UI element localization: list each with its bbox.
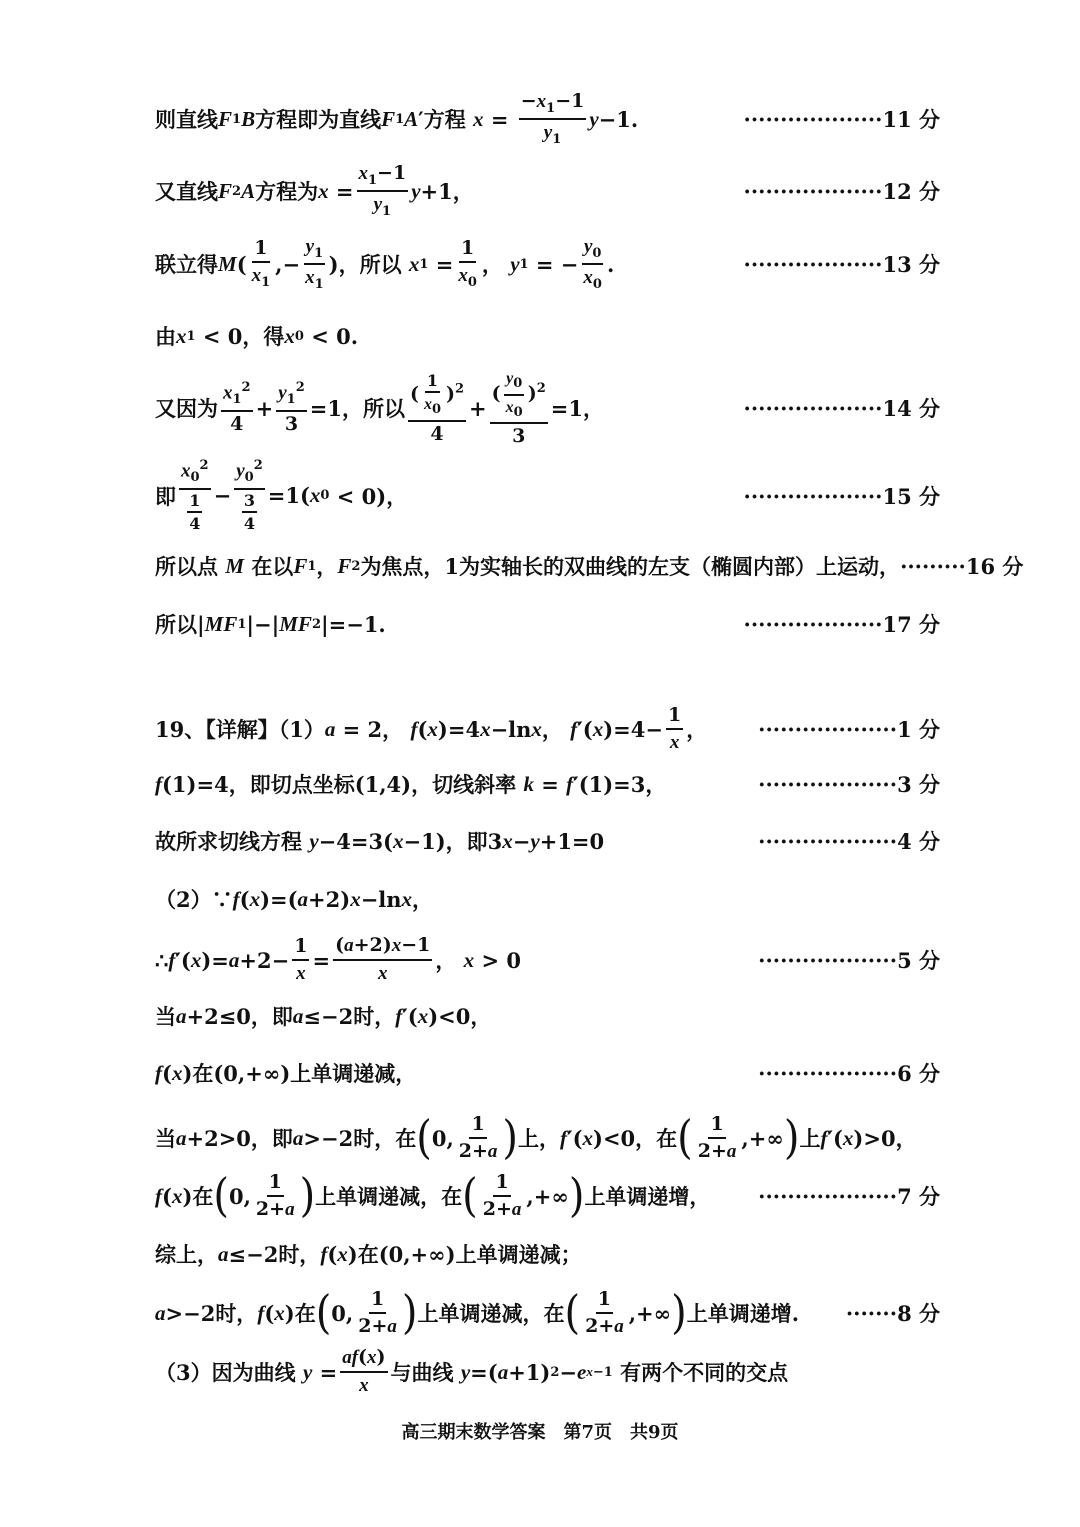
solution-line-17: 所以 | MF 1 |−| MF 2 |=−1. ···················17 分	[155, 606, 940, 642]
line-text: 所以	[155, 612, 197, 637]
problem19-case2: 当 a +2>0 ，即 a >−2 时，在 ( 0, $\frac{1}{2+a}$ ) 上， f ′( x )<0 ，在 ( $\frac{1}{2+a}$ ,+∞ ) 上 f ′( x )>0，	[155, 1111, 917, 1165]
line-text: 由	[155, 324, 176, 349]
dot-leader: ···················	[758, 829, 898, 854]
line-text: 在以	[251, 554, 294, 579]
problem19-part2: （2）∵ f ( x )=( a +2) x −ln x ，	[155, 881, 940, 917]
score-label: 11 分	[882, 107, 940, 132]
solution-line-15: 即 $\frac{x_0^2}{\frac{1}{4}}$ − $\frac{y_0^2}{\frac{3}{4}}$ =1( x 0 < 0)， ···················15 分	[155, 458, 940, 534]
score-label: 1 分	[897, 717, 940, 742]
line-text: ，切线斜率	[411, 772, 517, 797]
line-text: ，即切点坐标	[228, 772, 355, 797]
solution-line-sign: 由 x 1 < 0 ，得 x 0 < 0 .	[155, 318, 940, 354]
problem19-derivative: ∴ f ′( x )= a +2− $\frac{1}{x}$ = $\frac{(a+2)x-1}{x}$ ， x > 0 ···················5 分	[155, 934, 940, 984]
line-text: 联立得	[155, 252, 218, 277]
problem19-part1: 19、【详解】（1） a = 2， f ( x )=4 x −ln x ， f ′( x )=4− $\frac{1}{x}$ ， ···················1 分	[155, 703, 940, 753]
problem19-case1-result: f ( x ) 在 (0,+∞) 上单调递减， ···················6 分	[155, 1055, 940, 1091]
dot-leader: ···················	[743, 396, 883, 421]
line-text: ∴	[155, 947, 169, 973]
line-text: 上，	[518, 1126, 561, 1151]
line-text: 则直线	[155, 107, 218, 132]
line-text: 上单调递减，在	[315, 1184, 463, 1209]
line-text: 综上，	[155, 1242, 218, 1267]
problem19-tangent-point: f (1)=4 ，即切点坐标 (1,4) ，切线斜率 k = f ′(1)=3， ···················3 分	[155, 766, 940, 802]
dot-leader: ···················	[743, 612, 883, 637]
score-label: 5 分	[897, 948, 940, 973]
score-label: 16 分	[965, 554, 1024, 579]
line-text: 时，	[278, 1242, 321, 1267]
line-text: 上单调递增.	[686, 1301, 800, 1326]
line-text: 在	[192, 1061, 214, 1086]
line-text: 在	[294, 1301, 316, 1326]
dot-leader: ···················	[758, 772, 898, 797]
score-label: 6 分	[897, 1061, 940, 1086]
score-label: 4 分	[897, 829, 940, 854]
line-text: 上单调递减，在	[417, 1301, 565, 1326]
line-text: 上单调递减；	[455, 1242, 582, 1267]
dot-leader: ···················	[743, 484, 883, 509]
line-text: ，在	[635, 1126, 678, 1151]
line-text: 当	[155, 1126, 176, 1151]
line-text: 上单调递减，	[290, 1061, 417, 1086]
line-text: 时，	[215, 1301, 258, 1326]
line-text: 当	[155, 1004, 176, 1029]
dot-leader: ···················	[758, 1184, 898, 1209]
score-label: 8 分	[897, 1301, 940, 1326]
problem19-case2-result: f ( x ) 在 ( 0, $\frac{1}{2+a}$ ) 上单调递减，在 ( $\frac{1}{2+a}$ ,+∞ ) 上单调递增， ···················7 分	[155, 1169, 940, 1223]
problem19-case1: 当 a +2≤0 ，即 a ≤−2 时， f ′( x )<0，	[155, 998, 940, 1034]
line-text: 时，	[353, 1004, 396, 1029]
line-text: 与曲线	[390, 1360, 454, 1385]
problem19-summary: 综上， a ≤−2 时， f ( x ) 在 (0,+∞) 上单调递减；	[155, 1236, 940, 1272]
solution-line-11: 则直线 F 1 B 方程即为直线 F 1 A ′ 方程 x = $\frac{-x_1-1}{y_1}$ y −1. ···················11 分	[155, 89, 940, 147]
problem19-tangent-line: 故所求切线方程 y −4=3( x −1) ，即 3 x − y +1=0 ···················4 分	[155, 823, 940, 859]
dot-leader: ·········	[900, 554, 966, 579]
score-label: 12 分	[882, 179, 940, 204]
line-text: 19、【详解】（1）	[155, 717, 325, 742]
line-text: 即	[155, 483, 176, 509]
line-text: ，所以	[338, 252, 402, 277]
line-text: 时，在	[353, 1126, 417, 1151]
line-text: 方程即为直线	[255, 107, 382, 132]
dot-leader: ···················	[743, 252, 883, 277]
line-text: ，即	[250, 1126, 293, 1151]
problem19-summary-2: a >−2 时， f ( x ) 在 ( 0, $\frac{1}{2+a}$ ) 上单调递减，在 ( $\frac{1}{2+a}$ ,+∞ ) 上单调递增. ·······8 分	[155, 1286, 940, 1340]
dot-leader: ·······	[845, 1301, 898, 1326]
line-text: （3）因为曲线	[155, 1360, 296, 1385]
score-label: 13 分	[882, 252, 940, 277]
page-footer: 高三期末数学答案 第7页 共9页	[401, 1422, 679, 1443]
line-text: 为焦点，1为实轴长的双曲线的左支（椭圆内部）上运动，	[360, 554, 901, 579]
dot-leader: ···················	[743, 179, 883, 204]
solution-line-12: 又直线 F 2 A 方程为 x = $\frac{x_1-1}{y_1}$ y +1， ···················12 分	[155, 161, 940, 219]
score-label: 14 分	[882, 396, 940, 421]
line-text: 在	[357, 1242, 379, 1267]
dot-leader: ···················	[758, 1061, 898, 1086]
problem19-part3: （3）因为曲线 y = $\frac{af(x)}{x}$ 与曲线 y =( a +1) 2 − e x−1 有两个不同的交点	[155, 1346, 789, 1396]
dot-leader: ···················	[743, 107, 883, 132]
score-label: 7 分	[897, 1184, 940, 1209]
line-text: ，即	[250, 1004, 293, 1029]
line-text: 有两个不同的交点	[620, 1360, 789, 1385]
dot-leader: ···················	[758, 948, 898, 973]
line-text: 又因为	[155, 396, 218, 421]
line-text: 故所求切线方程	[155, 829, 302, 854]
line-text: 所以点	[155, 554, 218, 579]
line-text: 上单调递增，	[584, 1184, 711, 1209]
line-text: 上	[799, 1126, 821, 1151]
line-text: .	[350, 323, 359, 349]
solution-line-13: 联立得 M ( $\frac{1}{x_1}$ ,− $\frac{y_1}{x_1}$ ) ，所以 x 1 = $\frac{1}{x_0}$ ， y 1 = − $\frac{y_0}{x_0}$ . ···················13 分	[155, 235, 940, 292]
line-text: 又直线	[155, 179, 218, 204]
line-text: 方程为	[255, 179, 319, 204]
line-text: 在	[192, 1184, 214, 1209]
line-text: ，所以	[341, 396, 405, 421]
score-label: 17 分	[882, 612, 940, 637]
line-text: ，即	[445, 829, 488, 854]
line-text: ，得	[242, 324, 285, 349]
line-text: 方程	[423, 107, 466, 132]
dot-leader: ···················	[758, 717, 898, 742]
line-text: （2）∵	[155, 887, 233, 912]
score-label: 3 分	[897, 772, 940, 797]
solution-line-16: 所以点 M 在以 F 1 ， F 2 为焦点，1为实轴长的双曲线的左支（椭圆内部）上运动， ·········16 分	[155, 548, 960, 584]
score-label: 15 分	[882, 484, 940, 509]
solution-line-14: 又因为 $\frac{x_1^2}{4}$ + $\frac{y_1^2}{3}$ =1 ，所以 ( $\frac{1}{x_0}$ )$^2$ 4 + ( $\frac{y_0}{x_0}$ )$^2$ 3 =1， ···················14 分	[155, 370, 940, 448]
